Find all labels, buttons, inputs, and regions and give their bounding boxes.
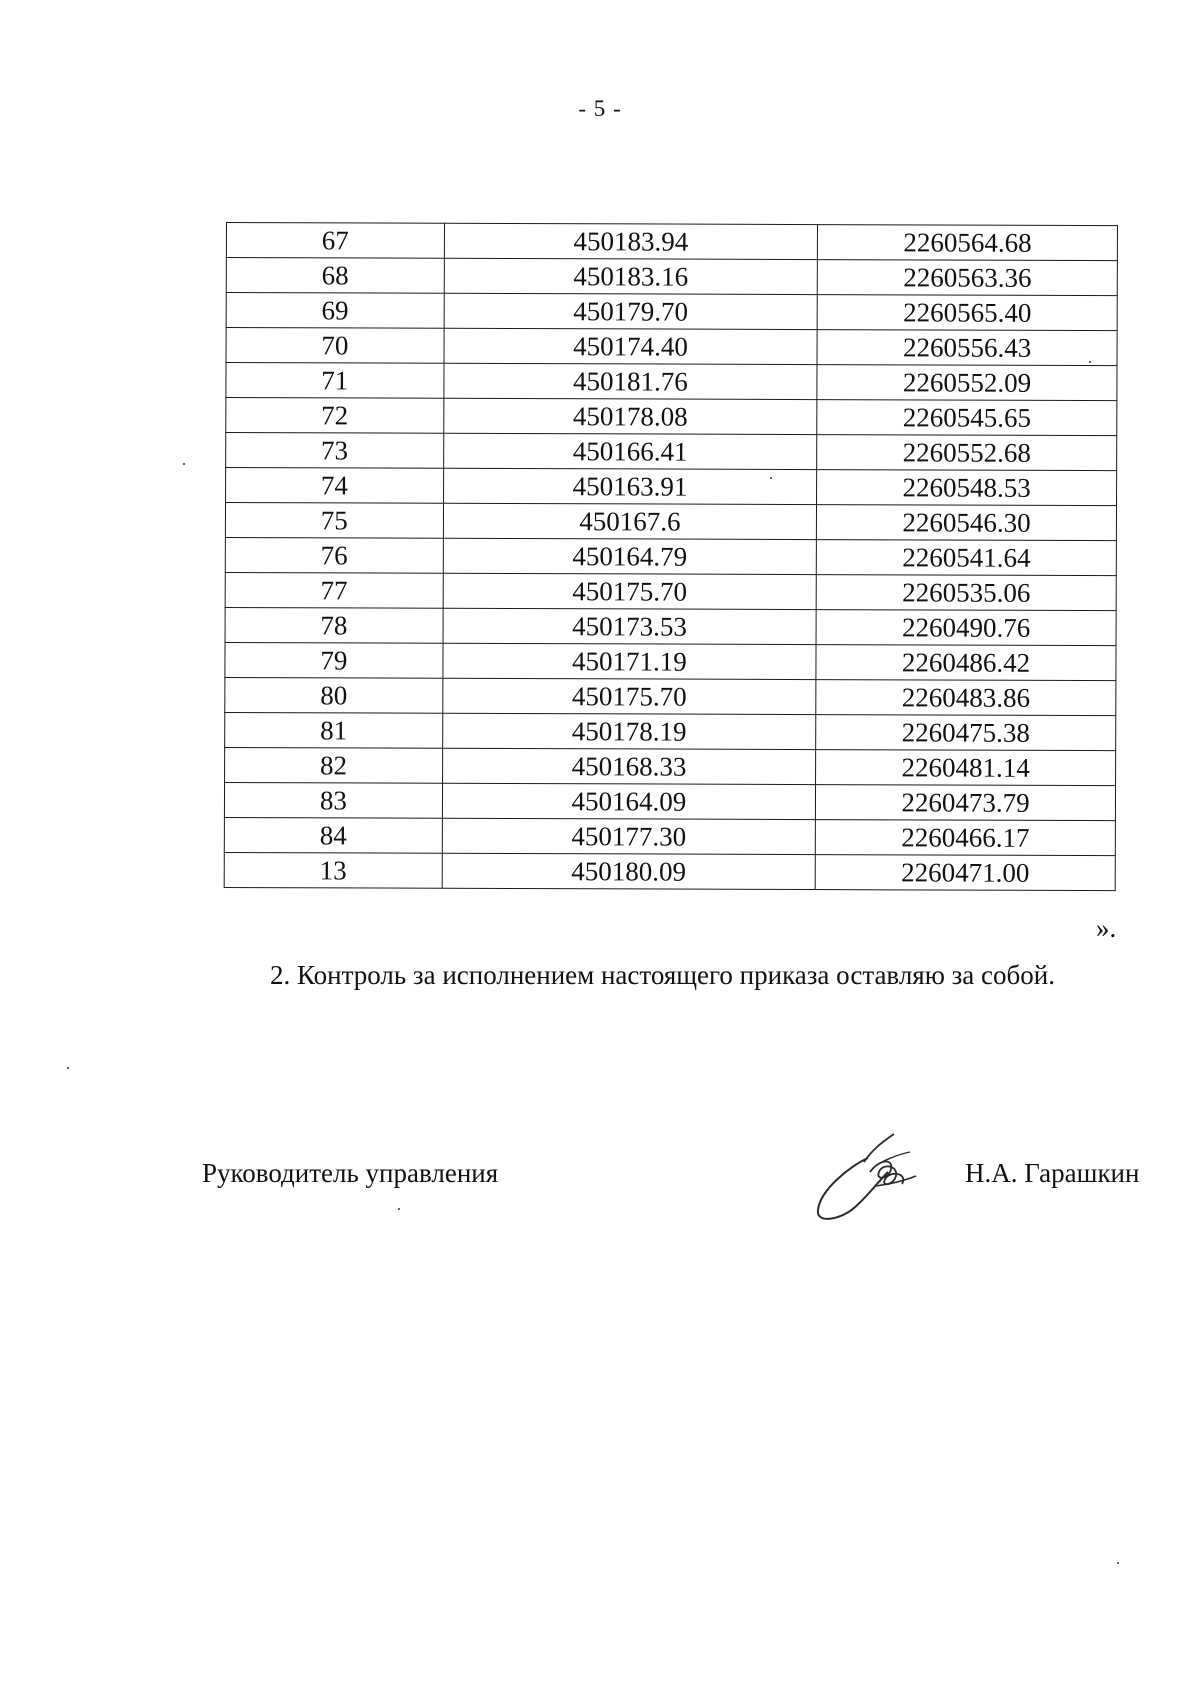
point-number-cell: 78 xyxy=(225,607,443,643)
x-coordinate-cell: 450175.70 xyxy=(443,573,816,609)
y-coordinate-cell: 2260535.06 xyxy=(816,575,1116,611)
y-coordinate-cell: 2260565.40 xyxy=(817,295,1117,331)
point-number-cell: 81 xyxy=(225,712,443,748)
scan-speck xyxy=(183,463,185,465)
table-row xyxy=(225,537,1116,575)
y-coordinate-cell: 2260490.76 xyxy=(816,610,1116,646)
x-coordinate-cell: 450177.30 xyxy=(442,818,815,854)
table-row xyxy=(225,607,1116,645)
x-coordinate-cell: 450164.79 xyxy=(443,538,816,574)
table-row xyxy=(224,852,1115,890)
point-number-cell: 71 xyxy=(226,363,444,399)
table-row xyxy=(224,817,1115,855)
table-row xyxy=(226,258,1117,296)
table-row xyxy=(224,782,1115,820)
x-coordinate-cell: 450181.76 xyxy=(444,363,817,399)
x-coordinate-cell: 450168.33 xyxy=(442,748,815,784)
table-row xyxy=(226,223,1117,261)
y-coordinate-cell: 2260564.68 xyxy=(817,225,1117,261)
point-number-cell: 83 xyxy=(224,782,442,818)
point-number-cell: 84 xyxy=(224,817,442,853)
y-coordinate-cell: 2260556.43 xyxy=(817,330,1117,366)
point-number-cell: 70 xyxy=(226,328,444,364)
scan-speck xyxy=(770,477,772,479)
scan-speck xyxy=(1089,361,1091,363)
table-row xyxy=(225,642,1116,680)
x-coordinate-cell: 450173.53 xyxy=(443,608,816,644)
table-row xyxy=(226,433,1117,471)
table-row xyxy=(225,712,1116,750)
x-coordinate-cell: 450178.19 xyxy=(442,713,815,749)
x-coordinate-cell: 450183.16 xyxy=(444,258,817,294)
point-number-cell: 79 xyxy=(225,642,443,678)
signatory-title: Руководитель управления xyxy=(202,1158,499,1188)
y-coordinate-cell: 2260475.38 xyxy=(816,715,1116,751)
table-row xyxy=(225,572,1116,610)
y-coordinate-cell: 2260546.30 xyxy=(816,505,1116,541)
clause-2: 2. Контроль за исполнением настоящего приказа оставляю за собой. xyxy=(270,960,1055,990)
x-coordinate-cell: 450180.09 xyxy=(442,853,815,889)
x-coordinate-cell: 450179.70 xyxy=(444,293,817,329)
point-number-cell: 73 xyxy=(226,433,444,469)
table-row xyxy=(225,503,1116,541)
y-coordinate-cell: 2260466.17 xyxy=(815,820,1115,856)
point-number-cell: 13 xyxy=(224,852,442,888)
y-coordinate-cell: 2260471.00 xyxy=(815,855,1115,891)
x-coordinate-cell: 450174.40 xyxy=(444,328,817,364)
page-number: - 5 - xyxy=(578,96,622,121)
x-coordinate-cell: 450163.91 xyxy=(443,468,816,504)
point-number-cell: 77 xyxy=(225,572,443,608)
scan-speck xyxy=(398,1208,400,1210)
y-coordinate-cell: 2260486.42 xyxy=(816,645,1116,681)
y-coordinate-cell: 2260473.79 xyxy=(816,785,1116,821)
x-coordinate-cell: 450171.19 xyxy=(443,643,816,679)
x-coordinate-cell: 450183.94 xyxy=(444,223,817,259)
y-coordinate-cell: 2260545.65 xyxy=(817,400,1117,436)
table-row xyxy=(225,747,1116,785)
point-number-cell: 67 xyxy=(226,223,444,259)
point-number-cell: 80 xyxy=(225,677,443,713)
coordinates-table xyxy=(224,222,1118,891)
signatory-name: Н.А. Гарашкин xyxy=(965,1158,1140,1188)
table-row xyxy=(226,363,1117,401)
closing-quote: ». xyxy=(1096,913,1117,943)
y-coordinate-cell: 2260483.86 xyxy=(816,680,1116,716)
y-coordinate-cell: 2260552.09 xyxy=(817,365,1117,401)
scan-speck xyxy=(1117,1562,1119,1564)
scan-speck xyxy=(67,1067,69,1069)
coordinates-table-body xyxy=(224,223,1117,891)
point-number-cell: 68 xyxy=(226,258,444,294)
table-row xyxy=(225,677,1116,715)
table-row xyxy=(226,328,1117,366)
y-coordinate-cell: 2260481.14 xyxy=(816,750,1116,786)
point-number-cell: 76 xyxy=(225,537,443,573)
point-number-cell: 75 xyxy=(225,503,443,539)
y-coordinate-cell: 2260552.68 xyxy=(817,435,1117,471)
point-number-cell: 72 xyxy=(226,398,444,434)
x-coordinate-cell: 450167.6 xyxy=(443,503,816,539)
x-coordinate-cell: 450166.41 xyxy=(443,433,816,469)
point-number-cell: 74 xyxy=(226,468,444,504)
table-row xyxy=(226,398,1117,436)
x-coordinate-cell: 450175.70 xyxy=(443,678,816,714)
table-row xyxy=(226,293,1117,331)
handwritten-signature xyxy=(810,1128,920,1224)
x-coordinate-cell: 450164.09 xyxy=(442,783,815,819)
x-coordinate-cell: 450178.08 xyxy=(444,398,817,434)
y-coordinate-cell: 2260563.36 xyxy=(817,260,1117,296)
y-coordinate-cell: 2260548.53 xyxy=(817,470,1117,506)
table-row xyxy=(226,468,1117,506)
y-coordinate-cell: 2260541.64 xyxy=(816,540,1116,576)
point-number-cell: 82 xyxy=(225,747,443,783)
point-number-cell: 69 xyxy=(226,293,444,329)
